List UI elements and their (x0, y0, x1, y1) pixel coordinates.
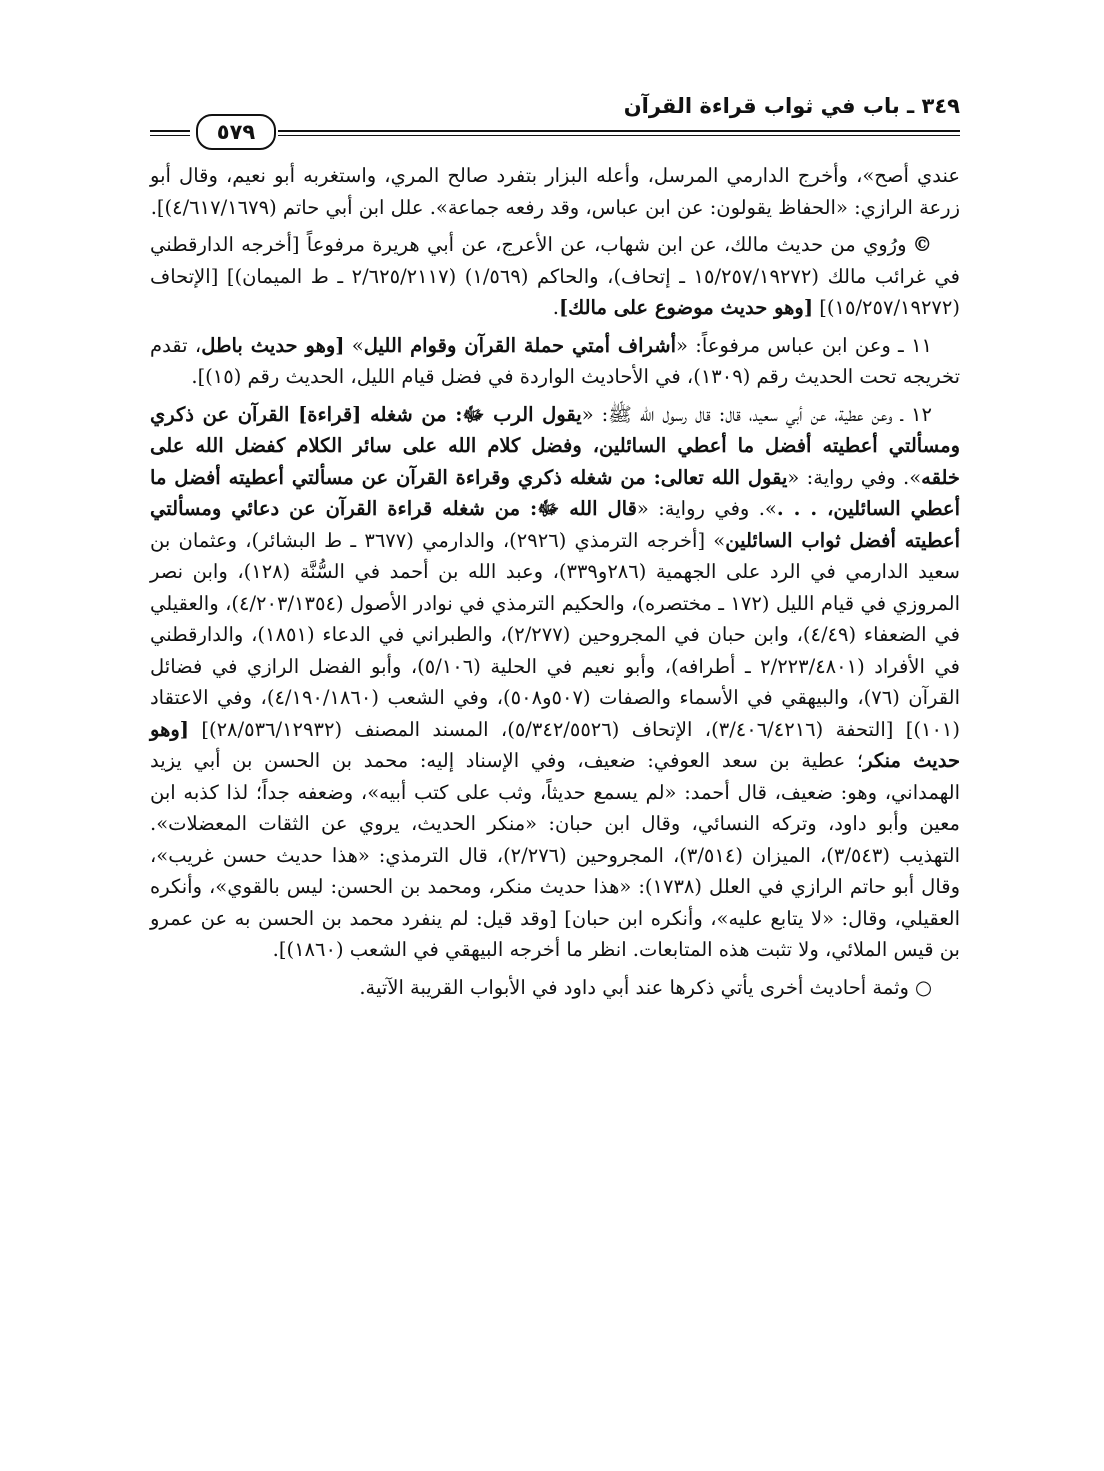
text-segment: . (552, 296, 559, 319)
text-segment: ١١ ـ وعن ابن عباس مرفوعاً: « (676, 333, 933, 357)
header-rule (278, 130, 960, 132)
text-segment: » (344, 333, 364, 357)
bold-text-segment: قال الله ﷻ: من شغله قراءة القرآن عن دعائي ومسألتي أعطيته أفضل ثواب السائلين (150, 497, 960, 552)
text-segment: ». وفي رواية: « (636, 497, 777, 520)
paragraph-hadith-11 (150, 330, 960, 393)
text-segment: ». وفي رواية: « (787, 465, 922, 489)
page-number: ٥٧٩ (196, 114, 276, 150)
bold-text-segment: [وهو حديث منكر (150, 717, 960, 772)
bold-text-segment: [وهو حديث باطل (201, 333, 345, 357)
paragraph-continuation (150, 160, 960, 223)
text-segment: ، تقدم تخريجه تحت الحديث رقم (١٣٠٩)، في الأحاديث الواردة في فضل قيام الليل، الحديث رقم (١٥)]. (150, 333, 960, 388)
page-body (150, 160, 960, 1009)
text-segment: عندي أصح»، وأخرج الدارمي المرسل، وأعله البزار بتفرد صالح المري، واستغربه أبو نعيم، وقال أبو زرعة الرازي: «الحفاظ يقولون: عن ابن عباس، وقد رفعه جماعة». علل ابن أبي حاتم (٤/٦١٧/١٦٧٩)]. (150, 164, 960, 219)
paragraph-closing-note (150, 972, 960, 1004)
bullet-icon: © (912, 233, 932, 256)
circle-bullet-icon: ○ (914, 975, 932, 999)
bold-text-segment: يقول الله تعالى: من شغله ذكري وقراءة القرآن عن مسألتي أعطيته أفضل ما أعطي السائلين، . . . (150, 465, 960, 520)
chapter-title: ٣٤٩ ـ باب في ثواب قراءة القرآن (623, 94, 960, 118)
text-segment: وثمة أحاديث أخرى يأتي ذكرها عند أبي داود في الأبواب القريبة الآتية. (359, 975, 909, 999)
text-segment: » [أخرجه الترمذي (٢٩٢٦)، والدارمي (٣٦٧٧ ـ ط البشائر)، وعثمان بن سعيد الدارمي في الرد على الجهمية (٢٨٦و٣٣٩)، وعبد الله بن أحمد في السُّنَّة (١٢٨)، وابن نصر المروزي في قيام الليل (١٧٢ ـ مختصره)، والحكيم الترمذي في نوادر الأصول (٤/٢٠٣/١٣٥٤)، والعقيلي في الضعفاء (٤/٤٩)، وابن حبان في المجروحين (٢/٢٧٧)، والطبراني في الدعاء (١٨٥١)، والدارقطني في الأفراد (٢/٢٢٣/٤٨٠١ ـ أطرافه)، وأبو نعيم في الحلية (٥/١٠٦)، وأبو الفضل الرازي في فضائل القرآن (٧٦)، والبيهقي في الأسماء والصفات (٥٠٧و٥٠٨)، وفي الشعب (٤/١٩٠/١٨٦٠)، وفي الاعتقاد (١٠١)] [التحفة (٣/٤٠٦/٤٢١٦)، الإتحاف (٥/٣٤٢/٥٥٢٦)، المسند المصنف (٢٨/٥٣٦/١٢٩٣٢)] (150, 528, 961, 741)
bold-text-segment: [وهو حديث موضوع على مالك] (558, 296, 814, 319)
bold-text-segment: يقول الرب ﷻ: من شغله [قراءة] القرآن عن ذكري ومسألتي أعطيته أفضل ما أعطي السائلين، وفضل كلام الله على سائر الكلام كفضل الله على خلقه (150, 402, 960, 489)
header-rule-left (150, 130, 190, 132)
text-segment: ورُوي من حديث مالك، عن ابن شهاب، عن الأعرج، عن أبي هريرة مرفوعاً [أخرجه الدارقطني في غرائب مالك (١٥/٢٥٧/١٩٢٧٢ ـ إتحاف)، والحاكم (١/٥٦٩) (٢/٦٢٥/٢١١٧ ـ ط الميمان)] [الإتحاف (١٥/٢٥٧/١٩٢٧٢)] (150, 233, 961, 319)
text-segment: ؛ عطية بن سعد العوفي: ضعيف، وفي الإسناد إليه: محمد بن الحسن بن أبي يزيد الهمداني، وهو: ضعيف، قال أحمد: «لم يسمع حديثاً، وثب على كتب أبيه»، وضعفه جداً؛ لذا كذبه ابن معين وأبو داود، وتركه النسائي، وقال ابن حبان: «منكر الحديث، يروي عن الثقات المعضلات». التهذيب (٣/٥٤٣)، الميزان (٣/٥١٤)، المجروحين (٢/٢٧٦)، قال الترمذي: «هذا حديث حسن غريب»، وقال أبو حاتم الرازي في العلل (١٧٣٨): «هذا حديث منكر، ومحمد بن الحسن: ليس بالقوي»، وأنكره العقيلي، وقال: «لا يتابع عليه»، وأنكره ابن حبان] [وقد قيل: لم ينفرد محمد بن الحسن به عن عمرو بن قيس الملائي، ولا تثبت هذه المتابعات. انظر ما أخرجه البيهقي في الشعب (١٨٦٠)]. (150, 749, 960, 961)
page-header (150, 92, 960, 152)
text-segment: ١٢ ـ وعن عطية، عن أبي سعيد، قال: قال رسول الله ﷺ: « (581, 402, 932, 426)
paragraph-hadith-12 (150, 399, 960, 966)
paragraph-malik-narration (150, 229, 960, 324)
bold-text-segment: أشراف أمتي حملة القرآن وقوام الليل (363, 333, 677, 357)
